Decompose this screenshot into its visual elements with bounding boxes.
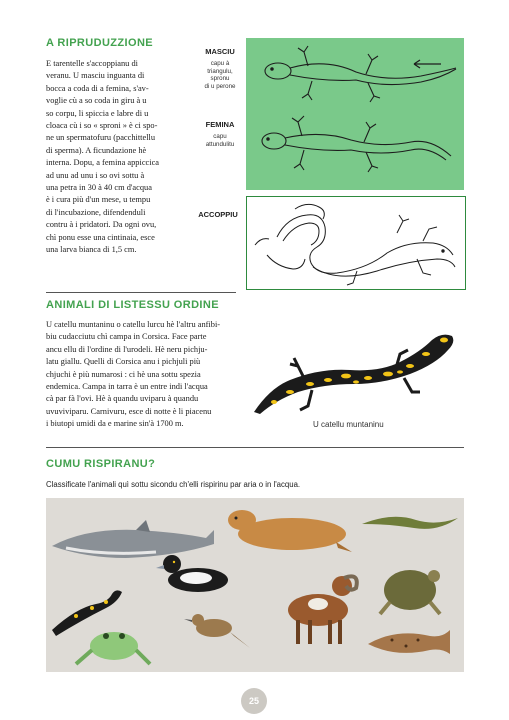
text-line: cloaca cù i so « sproni » è ci spo- (46, 121, 158, 131)
text-line: interna. Dopu, a femina appiccica (46, 158, 160, 168)
trout-fish-drawing (368, 630, 450, 654)
note-line: attundulitu (205, 140, 235, 148)
text-line: latu giallu. Quelli di Corsica anu i pichjuli più (46, 357, 201, 367)
small-salamander-drawing (52, 590, 122, 636)
text-line: una larva bianca di 1,5 cm. (46, 245, 137, 255)
text-line: è i cura più d'un mese, u tempu (46, 195, 151, 205)
text-line: di l'incubazione, difendenduli (46, 207, 146, 217)
female-salamander-drawing (262, 116, 451, 172)
fire-salamander-caption: U catellu muntaninu (313, 420, 384, 429)
text-line: ancu ellu di l'ordine di l'urodeli. Hè neru pichju- (46, 344, 208, 354)
text-line: contru à i pridatori. Da ogni ovu, (46, 220, 157, 230)
note-line: triangulu, (207, 67, 233, 75)
text-line: veranu. U masciu inguanta di (46, 71, 145, 81)
seal-drawing (228, 510, 352, 552)
note-line: di u perone (204, 82, 236, 90)
text-line: E tarentelle s'accoppianu di (46, 59, 138, 68)
section-title-ripruduzzione: A RIPRUDUZZIONE (46, 37, 154, 49)
text-line: chjuchi è più numarosi : ci hè una sottu spezia (46, 369, 201, 379)
animali-ordine-text (46, 319, 246, 431)
text-line: ad unu ad unu i so ovi sottu à (46, 170, 145, 180)
section-divider (46, 447, 464, 448)
classification-instruction: Classificate l'animali quì sottu sicondu ch'elli rispirinu par aria o in l'acqua. (46, 480, 301, 489)
fire-salamander-illustration (250, 318, 465, 418)
masciu-femina-illustration-panel (246, 38, 464, 190)
text-line: bocca a coda di a femina, s'av- (46, 83, 149, 93)
femina-label: FEMINA (205, 120, 235, 129)
text-line: una petra in 30 à 40 cm d'acqua (46, 183, 152, 193)
femina-note (196, 133, 244, 148)
section-title-cumu-rispiranu: CUMU RISPIRANU? (46, 458, 156, 470)
text-line: uvuviviparu. Carnivuru, esce di notte è li piacenu (46, 406, 212, 416)
frog-drawing (76, 632, 150, 664)
text-line: di sperma). A ficundazione hè (46, 145, 147, 155)
animals-illustration (46, 498, 464, 672)
text-line: ne un spermatofuru (pacchittellu (46, 133, 156, 143)
note-line: capu à (210, 60, 230, 67)
section-title-animali-di-listessu-ordine: ANIMALI DI LISTESSU ORDINE (46, 299, 219, 311)
text-line: chì ponu esse una cintinaia, esce (46, 232, 155, 242)
male-salamander-drawing (265, 46, 456, 102)
text-line: cà par fà l'ovi. Hè à quandu uviparu à quandu (46, 394, 199, 404)
eel-drawing (362, 517, 458, 529)
accoppiu-illustration-panel (246, 196, 466, 290)
animals-classification-panel (46, 498, 464, 672)
dolphin-drawing (52, 520, 214, 558)
accoppiu-label: ACCOPPIU (198, 210, 238, 219)
mouflon-drawing (288, 576, 357, 644)
text-line: i biutopi umidi da e marine sin'à 1700 m. (46, 419, 184, 429)
text-line: biu cudacciutu chì campa in Corsica. Face parte (46, 332, 207, 342)
section-divider (46, 292, 236, 293)
turtle-drawing (380, 570, 440, 614)
masciu-label: MASCIU (205, 47, 235, 56)
tufted-duck-drawing (156, 555, 228, 592)
mating-salamanders-illustration (247, 197, 465, 289)
text-line: voglie cù a so coda in giru à u (46, 96, 147, 106)
text-line: U catellu muntaninu o catellu lurcu hè l'altru anfibi- (46, 320, 221, 329)
text-line: so corpu, li spiccia e labre di u (46, 108, 149, 118)
text-line: endemica. Campa in tarra è un entre indi l'acqua (46, 382, 208, 392)
page-number-badge: 25 (241, 688, 267, 714)
salamanders-illustration (246, 38, 464, 190)
masciu-note (196, 60, 244, 90)
note-line: spronu (210, 75, 230, 83)
warbler-bird-drawing (184, 614, 250, 648)
note-line: capu (213, 133, 227, 140)
